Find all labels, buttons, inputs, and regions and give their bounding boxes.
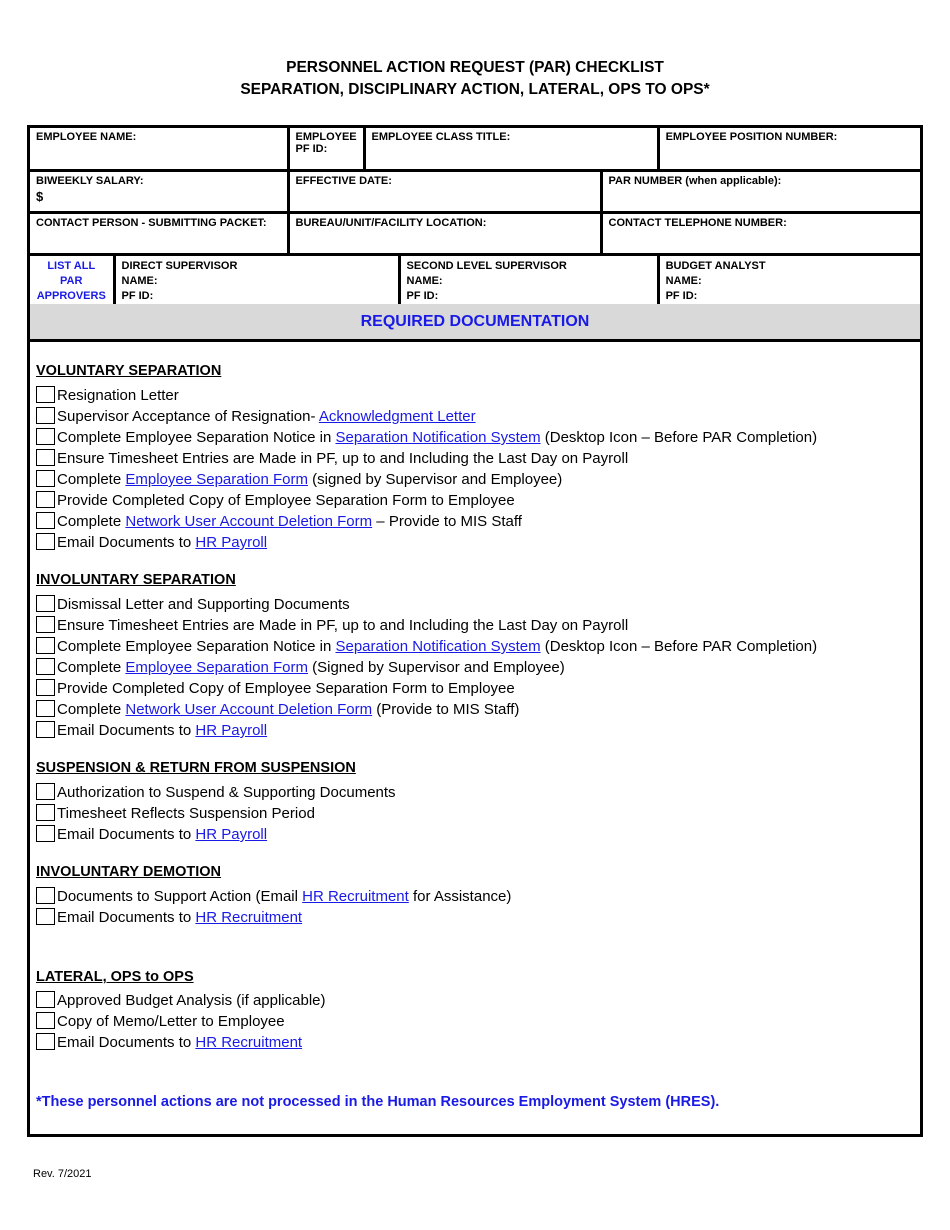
item-link[interactable]: Network User Account Deletion Form [125, 513, 373, 530]
checklist-item [36, 511, 522, 532]
second-level-supervisor-field[interactable] [399, 254, 658, 308]
bureau-location-field[interactable]: BUREAU/UNIT/FACILITY LOCATION: [288, 212, 601, 254]
item-text-suffix: for Assistance) [408, 888, 512, 905]
checkbox[interactable] [36, 616, 55, 633]
checkbox[interactable] [36, 679, 55, 696]
form-title: PERSONNEL ACTION REQUEST (PAR) CHECKLIST [286, 59, 664, 76]
item-text-suffix: (signed by Supervisor and Employee) [307, 471, 563, 488]
checklist-item [36, 490, 515, 511]
checkbox[interactable] [36, 491, 55, 508]
item-link[interactable]: Employee Separation Form [125, 471, 308, 488]
lateral-section-title: LATERAL, OPS to OPS [36, 969, 194, 985]
item-text-suffix: – Provide to MIS Staff [372, 513, 522, 530]
item-link[interactable]: Network User Account Deletion Form [125, 701, 373, 718]
employee-info-table [30, 128, 920, 310]
checklist-item [36, 824, 267, 845]
employee-class-title-field[interactable]: EMPLOYEE CLASS TITLE: [364, 128, 658, 170]
item-text: Approved Budget Analysis (if applicable) [57, 992, 326, 1009]
revision-date: Rev. 7/2021 [33, 1168, 92, 1180]
item-text: Email Documents to [57, 1034, 196, 1051]
checkbox[interactable] [36, 991, 55, 1008]
form-subtitle: SEPARATION, DISCIPLINARY ACTION, LATERAL, OPS TO OPS* [240, 81, 710, 98]
item-text: Ensure Timesheet Entries are Made in PF, up to and Including the Last Day on Payroll [57, 450, 629, 467]
item-text: Copy of Memo/Letter to Employee [57, 1013, 285, 1030]
item-link[interactable]: HR Recruitment [302, 888, 409, 905]
item-link[interactable]: HR Payroll [195, 534, 268, 551]
item-text: Complete [57, 513, 126, 530]
item-text: Email Documents to [57, 722, 196, 739]
checkbox[interactable] [36, 407, 55, 424]
second-supervisor-pfid-label: PF ID: [406, 289, 439, 302]
item-text-suffix: (Signed by Supervisor and Employee) [307, 659, 565, 676]
effective-date-field[interactable]: EFFECTIVE DATE: [288, 170, 601, 212]
checkbox[interactable] [36, 428, 55, 445]
item-text: Timesheet Reflects Suspension Period [57, 805, 315, 822]
item-text: Complete Employee Separation Notice in [57, 429, 336, 446]
second-supervisor-label: SECOND LEVEL SUPERVISOR [406, 259, 567, 272]
checklist-item [36, 469, 562, 490]
checklist-item [36, 720, 267, 741]
checklist-item [36, 803, 315, 824]
checklist-item [36, 448, 628, 469]
checkbox[interactable] [36, 804, 55, 821]
checkbox[interactable] [36, 658, 55, 675]
checkbox[interactable] [36, 533, 55, 550]
item-text: Email Documents to [57, 534, 196, 551]
checkbox[interactable] [36, 825, 55, 842]
item-text: Dismissal Letter and Supporting Documents [57, 596, 350, 613]
item-text: Provide Completed Copy of Employee Separation Form to Employee [57, 492, 515, 509]
checklist-form [27, 125, 923, 1137]
checklist-item [36, 1011, 285, 1032]
voluntary-section-title: VOLUNTARY SEPARATION [36, 363, 222, 379]
checklist-item [36, 406, 476, 427]
employee-name-field[interactable]: EMPLOYEE NAME: [30, 128, 288, 170]
budget-analyst-name-label: NAME: [665, 274, 702, 287]
direct-supervisor-name-label: NAME: [121, 274, 158, 287]
item-link[interactable]: Separation Notification System [335, 638, 541, 655]
checkbox[interactable] [36, 637, 55, 654]
item-text: Ensure Timesheet Entries are Made in PF, up to and Including the Last Day on Payroll [57, 617, 629, 634]
employee-position-number-field[interactable]: EMPLOYEE POSITION NUMBER: [658, 128, 920, 170]
second-supervisor-name-label: NAME: [406, 274, 443, 287]
item-link[interactable]: Employee Separation Form [125, 659, 308, 676]
item-text-suffix: (Desktop Icon – Before PAR Completion) [540, 429, 818, 446]
checklist-item [36, 699, 519, 720]
direct-supervisor-label: DIRECT SUPERVISOR [121, 259, 238, 272]
checklist-item [36, 427, 817, 448]
checklist-item [36, 594, 350, 615]
checkbox[interactable] [36, 1033, 55, 1050]
biweekly-salary-label: BIWEEKLY SALARY: [36, 174, 144, 187]
item-text: Complete [57, 659, 126, 676]
checklist-item [36, 385, 179, 406]
checkbox[interactable] [36, 700, 55, 717]
item-text-suffix: (Desktop Icon – Before PAR Completion) [540, 638, 818, 655]
item-link[interactable]: Acknowledgment Letter [318, 408, 476, 425]
item-link[interactable]: HR Payroll [195, 722, 268, 739]
checklist-item [36, 1032, 302, 1053]
item-link[interactable]: HR Recruitment [195, 1034, 303, 1051]
contact-phone-field[interactable]: CONTACT TELEPHONE NUMBER: [601, 212, 920, 254]
checkbox[interactable] [36, 721, 55, 738]
item-text: Supervisor Acceptance of Resignation- [57, 408, 319, 425]
item-text-suffix: (Provide to MIS Staff) [372, 701, 520, 718]
checklist-item [36, 886, 511, 907]
checklist-item [36, 782, 396, 803]
checkbox[interactable] [36, 449, 55, 466]
involuntary-section-title: INVOLUNTARY SEPARATION [36, 572, 236, 588]
list-approvers-label [30, 254, 114, 308]
item-link[interactable]: Separation Notification System [335, 429, 541, 446]
checklist-item [36, 907, 302, 928]
item-text: Complete [57, 701, 126, 718]
item-link[interactable]: HR Payroll [195, 826, 268, 843]
list-approvers-line1: LIST ALL PAR [47, 259, 96, 287]
required-documentation-heading: REQUIRED DOCUMENTATION [30, 304, 920, 342]
footnote: *These personnel actions are not processed in the Human Resources Employment System (HRES). [36, 1094, 720, 1110]
budget-analyst-field[interactable] [658, 254, 920, 308]
checkbox[interactable] [36, 887, 55, 904]
biweekly-salary-field[interactable] [30, 170, 288, 212]
direct-supervisor-field[interactable] [114, 254, 399, 308]
checkbox[interactable] [36, 908, 55, 925]
item-text: Complete Employee Separation Notice in [57, 638, 336, 655]
checkbox[interactable] [36, 512, 55, 529]
item-text: Email Documents to [57, 909, 196, 926]
checkbox[interactable] [36, 1012, 55, 1029]
item-text: Documents to Support Action (Email [57, 888, 303, 905]
checklist-item [36, 615, 628, 636]
item-link[interactable]: HR Recruitment [195, 909, 303, 926]
budget-analyst-label: BUDGET ANALYST [665, 259, 766, 272]
par-number-field[interactable]: PAR NUMBER (when applicable): [601, 170, 920, 212]
checkbox[interactable] [36, 595, 55, 612]
direct-supervisor-pfid-label: PF ID: [121, 289, 154, 302]
employee-pf-id-field[interactable]: EMPLOYEE PF ID: [288, 128, 364, 170]
currency-symbol: $ [36, 188, 44, 204]
checkbox[interactable] [36, 386, 55, 403]
item-text: Authorization to Suspend & Supporting Documents [57, 784, 396, 801]
checklist-item [36, 678, 515, 699]
item-text: Provide Completed Copy of Employee Separation Form to Employee [57, 680, 515, 697]
checkbox[interactable] [36, 783, 55, 800]
contact-person-field[interactable]: CONTACT PERSON - SUBMITTING PACKET: [30, 212, 288, 254]
checkbox[interactable] [36, 470, 55, 487]
budget-analyst-pfid-label: PF ID: [665, 289, 698, 302]
item-text: Resignation Letter [57, 387, 179, 404]
demotion-section-title: INVOLUNTARY DEMOTION [36, 864, 222, 880]
checklist-item [36, 636, 817, 657]
checklist-item [36, 532, 267, 553]
item-text: Complete [57, 471, 126, 488]
suspension-section-title: SUSPENSION & RETURN FROM SUSPENSION [36, 760, 356, 776]
checklist-item [36, 657, 565, 678]
item-text: Email Documents to [57, 826, 196, 843]
checklist-item [36, 990, 326, 1011]
list-approvers-line2: APPROVERS [36, 289, 106, 302]
